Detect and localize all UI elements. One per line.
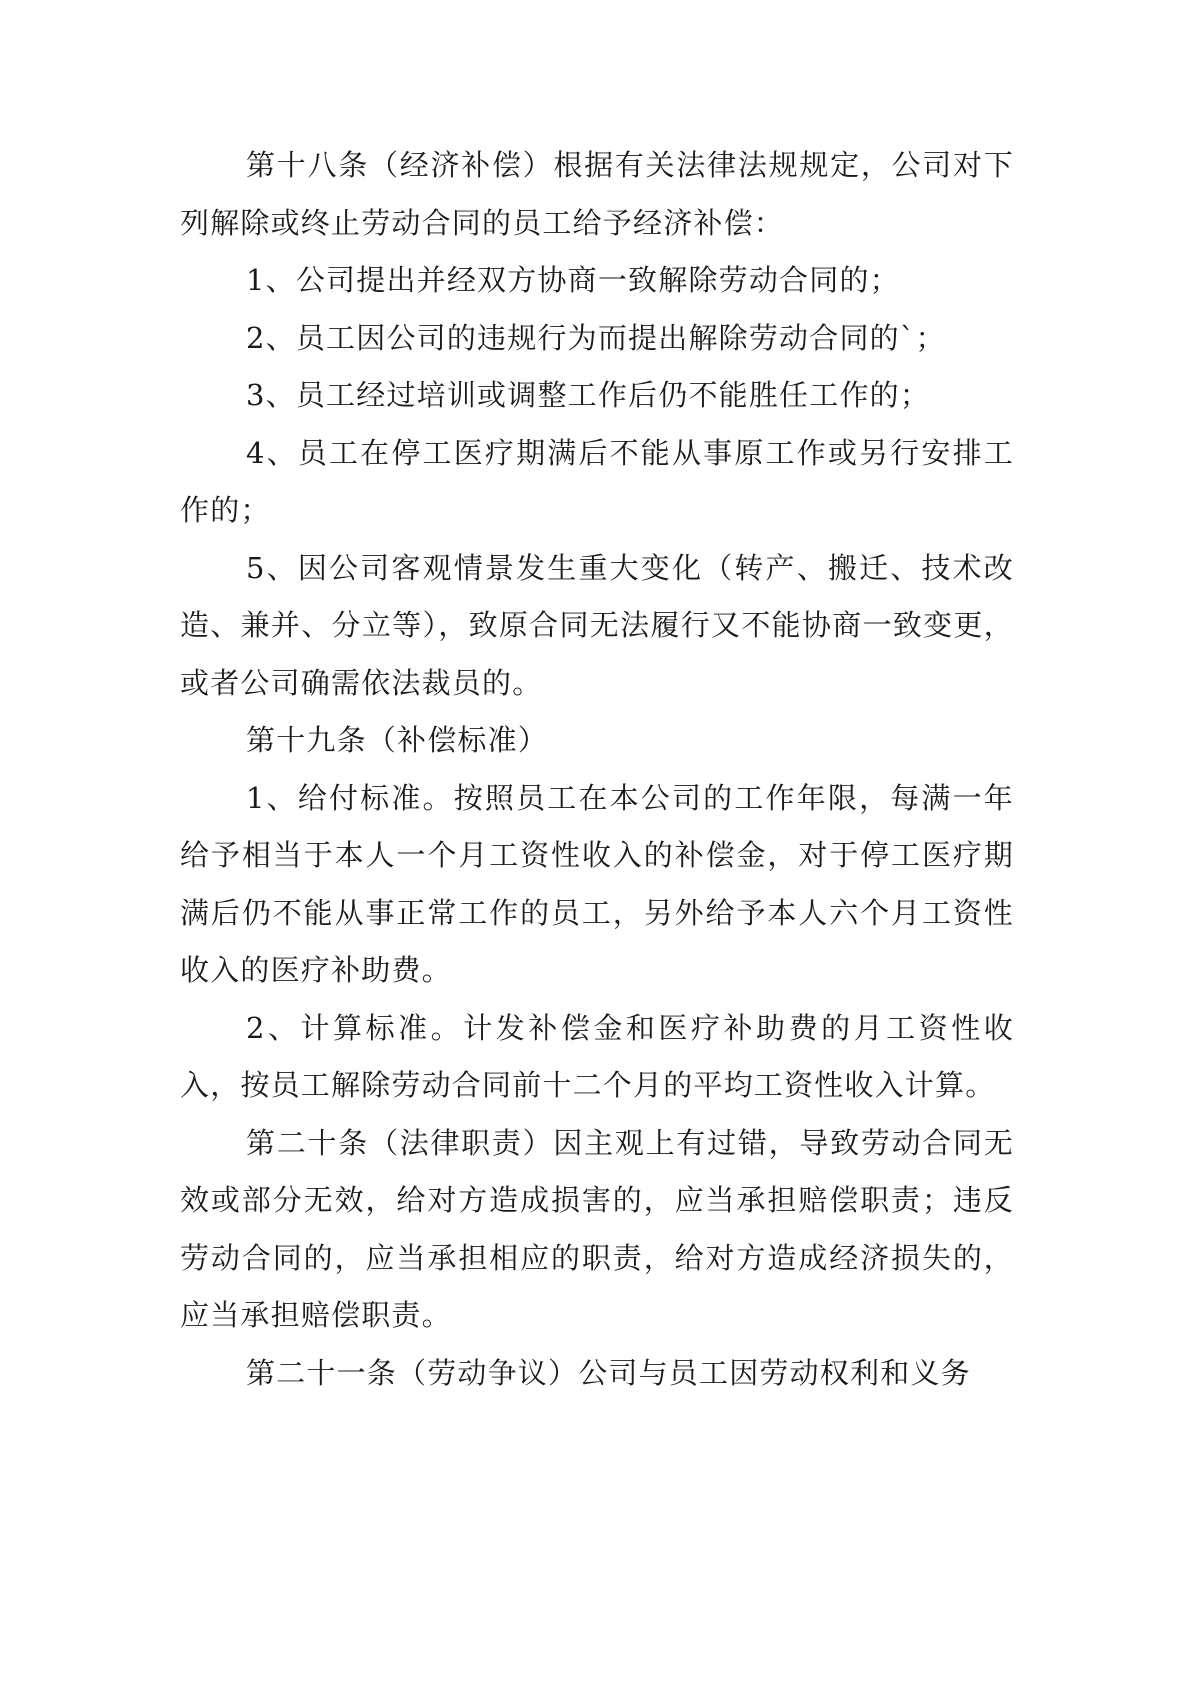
paragraph-item-4: 4、员工在停工医疗期满后不能从事原工作或另行安排工作的；: [180, 435, 1014, 527]
paragraph-calculation-standard: 2、计算标准。计发补偿金和医疗补助费的月工资性收入，按员工解除劳动合同前十二个月的平均工资性收入计算。: [180, 1010, 1014, 1102]
paragraph-article-21: 第二十一条（劳动争议）公司与员工因劳动权利和义务: [246, 1355, 971, 1390]
paragraph-item-1: 1、公司提出并经双方协商一致解除劳动合同的；: [246, 263, 900, 297]
paragraph-item-2: 2、员工因公司的违规行为而提出解除劳动合同的`；: [246, 320, 946, 355]
paragraph-item-5: 5、因公司客观情景发生重大变化（转产、搬迁、技术改造、兼并、分立等），致原合同无法履行又不能协商一致变更，或者公司确需依法裁员的。: [180, 550, 1014, 700]
paragraph-article-18: 第十八条（经济补偿）根据有关法律法规规定，公司对下列解除或终止劳动合同的员工给予经济补偿：: [180, 148, 1014, 240]
paragraph-item-3: 3、员工经过培训或调整工作后仍不能胜任工作的；: [246, 378, 931, 412]
document-body: [180, 137, 1014, 1402]
paragraph-article-19-heading: 第十九条（补偿标准）: [246, 723, 549, 757]
paragraph-article-20: 第二十条（法律职责）因主观上有过错，导致劳动合同无效或部分无效，给对方造成损害的，应当承担赔偿职责；违反劳动合同的，应当承担相应的职责，给对方造成经济损失的，应当承担赔偿职责。: [180, 1125, 1014, 1332]
paragraph-payment-standard: 1、给付标准。按照员工在本公司的工作年限，每满一年给予相当于本人一个月工资性收入的补偿金，对于停工医疗期满后仍不能从事正常工作的员工，另外给予本人六个月工资性收入的医疗补助费。: [180, 780, 1014, 987]
